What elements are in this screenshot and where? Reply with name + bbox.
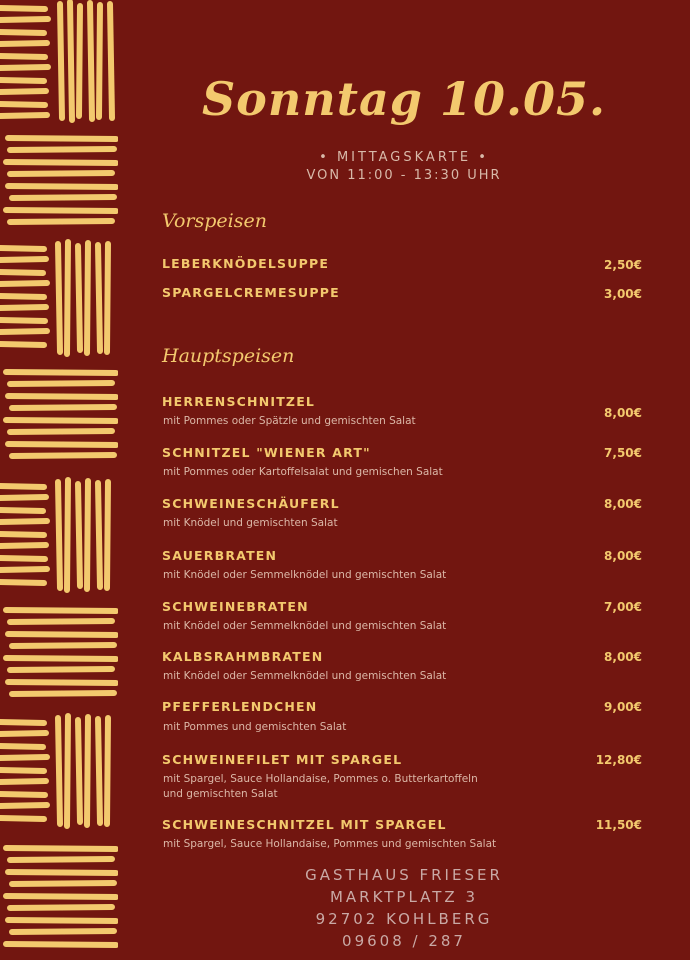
restaurant-city: 92702 KOHLBERG xyxy=(315,910,493,928)
horizontal-stripe-block xyxy=(0,8,48,116)
menu-item-price: 11,50€ xyxy=(595,818,642,832)
menu-item-name: SCHWEINEFILET MIT SPARGEL xyxy=(162,752,403,767)
menu-item-description: mit Knödel und gemischten Salat xyxy=(163,517,338,529)
horizontal-stripe-block xyxy=(6,372,116,456)
horizontal-stripe-block xyxy=(6,610,116,694)
menu-item-name: SPARGELCREMESUPPE xyxy=(162,285,340,300)
serving-hours: VON 11:00 - 13:30 UHR xyxy=(306,168,502,183)
restaurant-name: GASTHAUS FRIESER xyxy=(305,866,503,884)
menu-item-name: SCHNITZEL "WIENER ART" xyxy=(162,445,371,460)
menu-item-name: SCHWEINEBRATEN xyxy=(162,599,309,614)
menu-item-price: 8,00€ xyxy=(604,497,642,511)
menu-item-description: mit Pommes oder Spätzle und gemischten Salat xyxy=(163,415,416,427)
menu-item-name: PFEFFERLENDCHEN xyxy=(162,699,318,714)
horizontal-stripe-block xyxy=(0,722,47,819)
menu-item-name: LEBERKNÖDELSUPPE xyxy=(162,256,330,271)
horizontal-stripe-block xyxy=(0,486,47,583)
menu-item-price: 2,50€ xyxy=(604,258,642,272)
section-heading-starters: Vorspeisen xyxy=(162,210,267,232)
stripe-pattern-graphic xyxy=(0,0,118,960)
menu-item-description: mit Pommes oder Kartoffelsalat und gemischen Salat xyxy=(163,466,443,478)
restaurant-phone: 09608 / 287 xyxy=(342,932,466,950)
menu-item-price: 8,00€ xyxy=(604,650,642,664)
menu-item-description: mit Knödel oder Semmelknödel und gemischten Salat xyxy=(163,569,447,581)
menu-item-price: 3,00€ xyxy=(604,287,642,301)
vertical-stripe-block xyxy=(58,480,108,590)
vertical-stripe-block xyxy=(58,716,108,826)
horizontal-stripe-block xyxy=(0,248,47,345)
menu-item-price: 12,80€ xyxy=(595,753,642,767)
menu-item-price: 8,00€ xyxy=(604,406,642,420)
menu-content xyxy=(118,0,690,960)
menu-item-price: 7,00€ xyxy=(604,600,642,614)
menu-item-description: mit Spargel, Sauce Hollandaise, Pommes o. Butterkartoffeln und gemischten Salat xyxy=(163,773,478,800)
menu-item-description: mit Knödel oder Semmelknödel und gemischten Salat xyxy=(163,620,447,632)
section-heading-mains: Hauptspeisen xyxy=(162,345,295,367)
restaurant-street: MARKTPLATZ 3 xyxy=(329,888,479,906)
menu-item-name: HERRENSCHNITZEL xyxy=(162,394,316,409)
menu-item-price: 7,50€ xyxy=(604,446,642,460)
horizontal-stripe-block xyxy=(6,848,116,945)
menu-item-name: SCHWEINESCHÄUFERL xyxy=(162,496,340,511)
menu-item-description: mit Pommes und gemischten Salat xyxy=(163,721,347,733)
menu-item-description: mit Spargel, Sauce Hollandaise, Pommes und gemischten Salat xyxy=(163,838,497,850)
horizontal-stripe-block xyxy=(6,138,116,222)
decorative-stripe-pattern xyxy=(0,0,118,960)
menu-item-price: 8,00€ xyxy=(604,549,642,563)
page-title: Sonntag 10.05. xyxy=(201,72,607,126)
vertical-stripe-block xyxy=(58,242,108,354)
menu-item-name: SCHWEINESCHNITZEL MIT SPARGEL xyxy=(162,817,447,832)
menu-item-name: SAUERBRATEN xyxy=(162,548,278,563)
menu-item-name: KALBSRAHMBRATEN xyxy=(162,649,324,664)
menu-type-label: • MITTAGSKARTE • xyxy=(319,150,489,165)
menu-item-price: 9,00€ xyxy=(604,700,642,714)
vertical-stripe-block xyxy=(60,2,112,120)
menu-item-description: mit Knödel oder Semmelknödel und gemischten Salat xyxy=(163,670,447,682)
